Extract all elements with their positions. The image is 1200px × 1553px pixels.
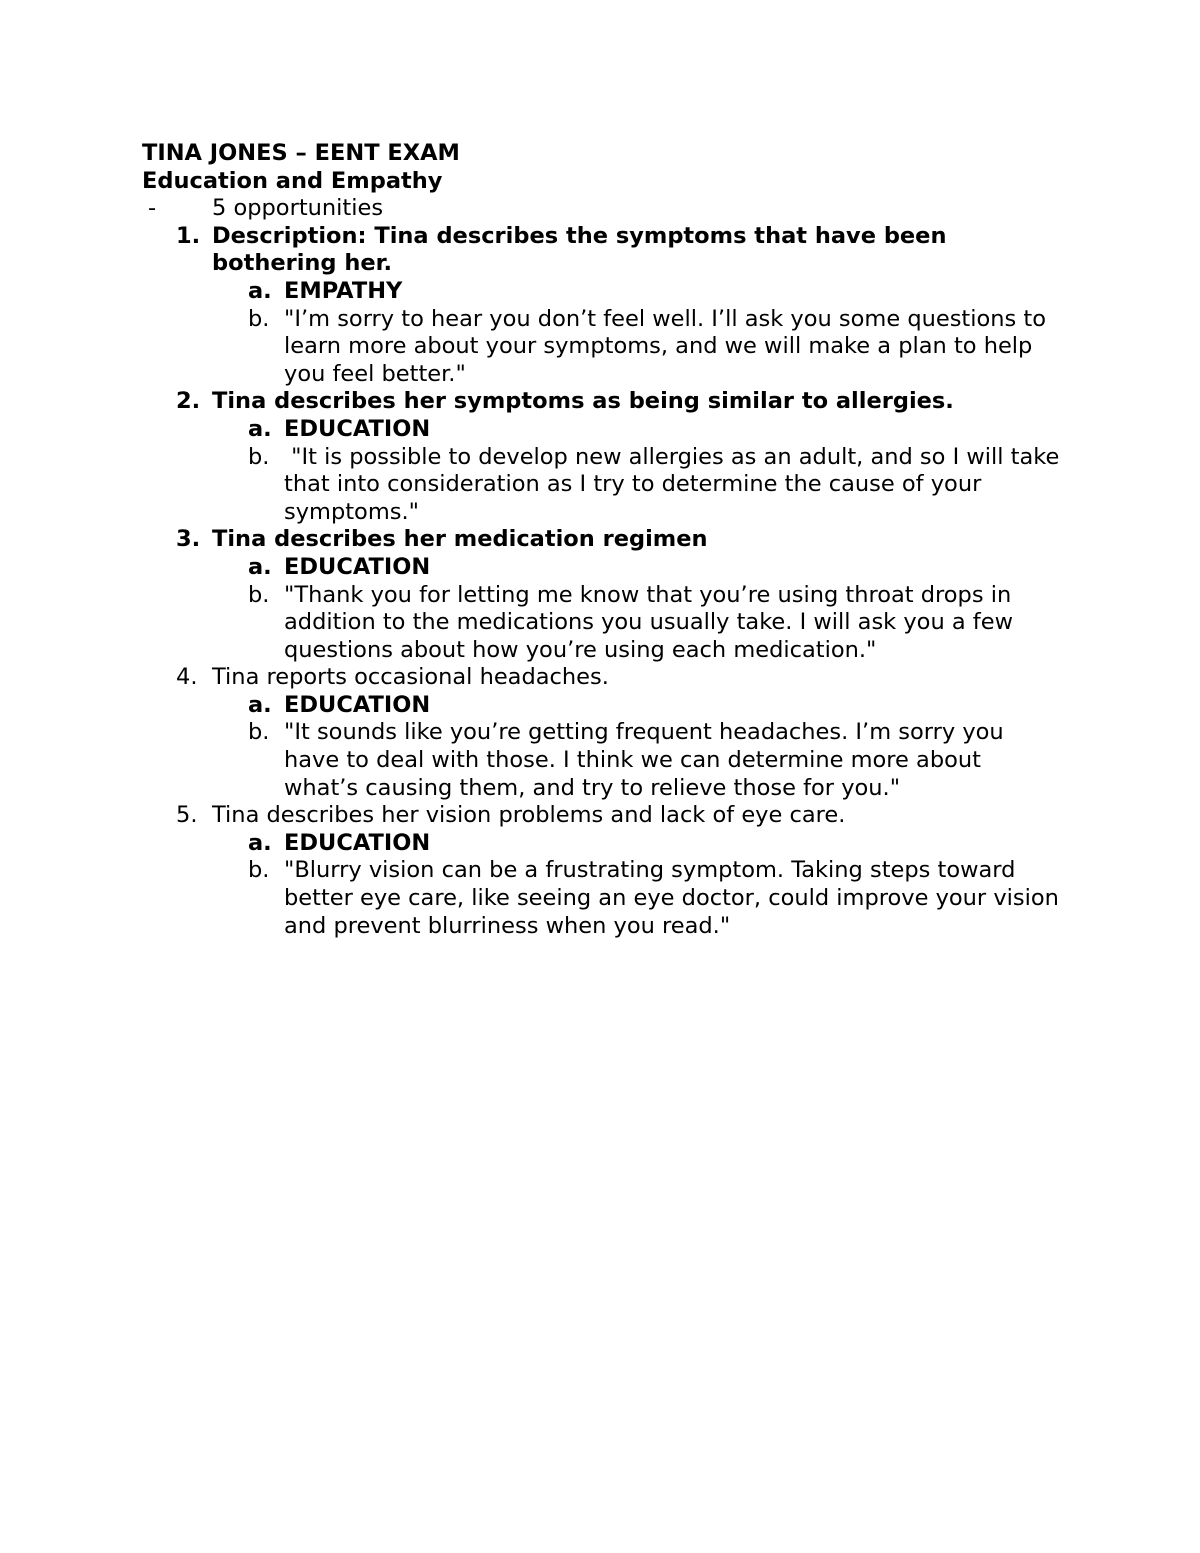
list-item-1: [142, 223, 1062, 278]
subitem-1b: [142, 306, 1062, 389]
item-text: Description: Tina describes the symptoms that have been bothering her.: [212, 222, 947, 277]
item-text: Tina describes her symptoms as being similar to allergies.: [212, 388, 954, 415]
subitem-5b: [142, 857, 1062, 940]
subitem-1a: [142, 278, 1062, 306]
item-number: 2.: [176, 388, 201, 415]
document-page: [142, 140, 1067, 940]
subitem-5a: [142, 830, 1062, 858]
document-subtitle: Education and Empathy: [142, 167, 443, 194]
subitem-text: "I’m sorry to hear you don’t feel well. I’ll ask you some questions to learn more about your symptoms, and we will make a plan to help you feel better.": [284, 305, 1046, 387]
list-item-5: [142, 802, 1062, 830]
bullet-item: [142, 195, 1062, 223]
document-title: TINA JONES – EENT EXAM: [142, 140, 460, 166]
subitem-letter: b.: [248, 857, 270, 884]
subitem-letter: b.: [248, 719, 270, 746]
subitem-text: EDUCATION: [284, 691, 431, 718]
item-number: 5.: [176, 802, 198, 829]
subitem-2b: [142, 443, 1067, 527]
list-item-4: [142, 664, 1062, 692]
subitem-4a: [142, 692, 1062, 720]
item-number: 1.: [176, 222, 201, 249]
item-number: 4.: [176, 664, 198, 691]
subitem-letter: b.: [248, 305, 270, 332]
subitem-letter: b.: [248, 443, 270, 470]
subitem-text: "It is possible to develop new allergies as an adult, and so I will take that into consideration as I try to determine the cause of your symptoms.": [284, 443, 1067, 525]
subitem-letter: b.: [248, 581, 270, 608]
subitem-text: EDUCATION: [284, 415, 431, 442]
subitem-3a: [142, 554, 1062, 582]
subitem-4b: [142, 719, 1062, 802]
bullet-text: 5 opportunities: [212, 195, 384, 222]
item-text: Tina describes her vision problems and lack of eye care.: [212, 802, 846, 829]
subitem-letter: a.: [248, 691, 272, 718]
item-text: Tina reports occasional headaches.: [212, 664, 609, 691]
subitem-3b: [142, 582, 1062, 665]
list-item-2: [142, 388, 1062, 416]
subitem-text: "Blurry vision can be a frustrating symptom. Taking steps toward better eye care, like seeing an eye doctor, could improve your vision and prevent blurriness when you read.": [284, 857, 1059, 939]
list-item-3: [142, 526, 1062, 554]
item-text: Tina describes her medication regimen: [212, 526, 708, 553]
subitem-2a: [142, 416, 1062, 444]
item-number: 3.: [176, 526, 201, 553]
subitem-text: "Thank you for letting me know that you’re using throat drops in addition to the medications you usually take. I will ask you a few questions about how you’re using each medication.": [284, 581, 1013, 663]
subitem-text: EDUCATION: [284, 553, 431, 580]
subitem-text: EDUCATION: [284, 829, 431, 856]
subitem-letter: a.: [248, 553, 272, 580]
dash-marker: -: [148, 195, 157, 222]
subitem-letter: a.: [248, 829, 272, 856]
subitem-letter: a.: [248, 415, 272, 442]
subitem-text: "It sounds like you’re getting frequent headaches. I’m sorry you have to deal with those. I think we can determine more about what’s causing them, and try to relieve those for you.": [284, 719, 1004, 801]
subitem-text: EMPATHY: [284, 277, 403, 304]
subitem-letter: a.: [248, 277, 272, 304]
